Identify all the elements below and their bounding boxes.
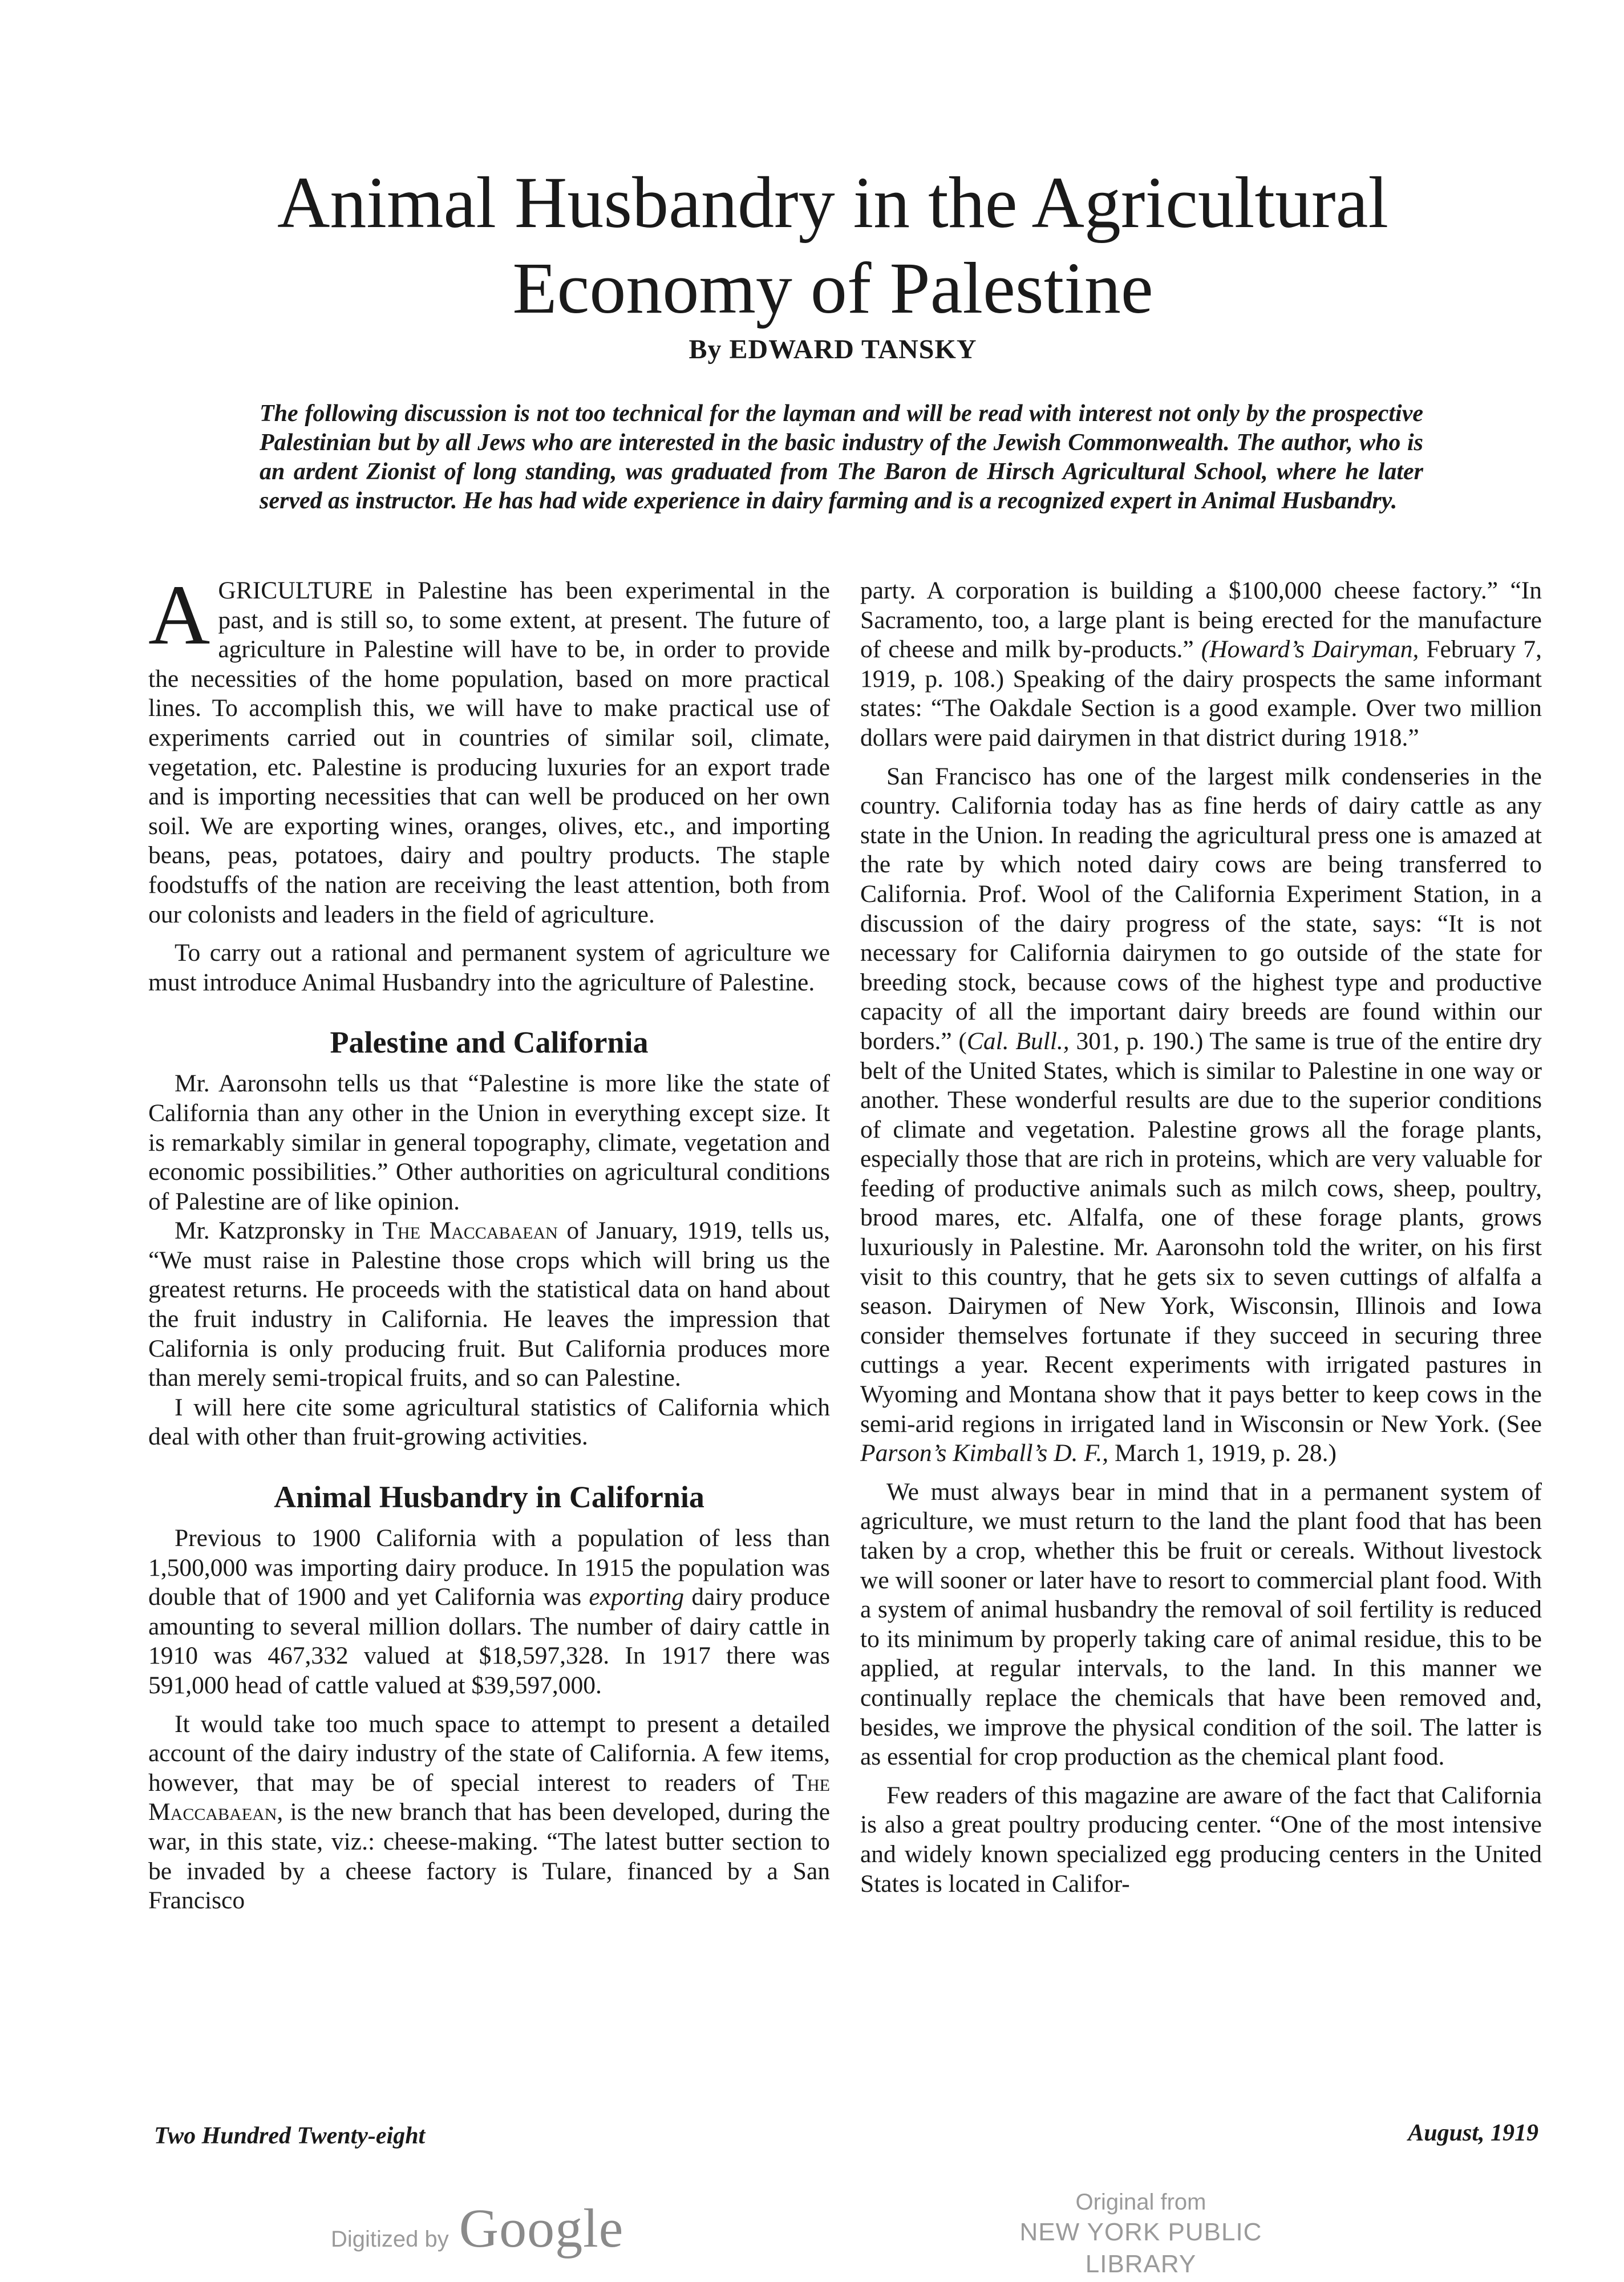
editorial-intro: The following discussion is not too technical for the layman and will be read with interest not only by the prospective Palestinian but by all Jews who are interested in the basic industry of the Jewish Commonwealth. The author, who is an ardent Zionist of long standing, was graduated from The Baron de Hirsch Agricultural School, where he later served as instructor. He has had wide experience in dairy farming and is a recognized expert in Animal Husbandry. — [260, 400, 1423, 514]
paragraph: Mr. Aaronsohn tells us that “Palestine is more like the state of California than any other in the Union in everything except size. It is remarkably similar in general topography, climate, vegetation and economic possibilities.” Other authorities on agricultural conditions of Palestine are of like opinion. — [148, 1070, 830, 1215]
paragraph-text: GRICULTURE in Palestine has been experimental in the past, and is still so, to some extent, at present. The future of agriculture in Palestine will have to be, in order to provide the necessities of the home population, based on more practical lines. To accomplish this, we will have to make practical use of experiments carried out in countries of similar soil, climate, vegetation, etc. Palestine is producing luxuries for an export trade and is importing necessities that can well be produced on her own soil. We are exporting wines, oranges, olives, etc., and importing beans, peas, potatoes, dairy and poultry products. The staple foodstuffs of the nation are receiving the least attention, both from our colonists and leaders in the field of agriculture. — [148, 577, 830, 928]
paragraph-text: Mr. Katzpronsky in — [175, 1217, 383, 1245]
drop-cap: A — [148, 576, 210, 662]
original-source-watermark — [964, 2188, 1318, 2280]
paragraph — [860, 576, 1542, 753]
paragraph-text: party. A corporation is building a $100,000 cheese factory.” “In Sacramento, too, a large plant is being erected for the manufacture of cheese and milk by-products.” — [860, 577, 1542, 663]
original-from-label: Original from — [1075, 2190, 1206, 2215]
byline-prefix: By — [689, 334, 722, 365]
paragraph-text: It would take too much space to attempt to present a detailed account of the dairy industry of the state of California. A few items, however, that may be of special interest to readers of — [148, 1710, 830, 1797]
library-name: NEW YORK PUBLIC LIBRARY — [1019, 2218, 1262, 2278]
paragraph-text: 301, p. 190.) The same is true of the entire dry belt of the United States, which is similar to Palestine in one way or another. These wonderful results are due to the superior conditions of climate and vegetation. Palestine grows all the forage plants, especially those that are rich in proteins, which are very valuable for feeding of productive animals such as milch cows, sheep, poultry, brood mares, etc. Alfalfa, one of these forage plants, grows luxuriously in Palestine. Mr. Aaronsohn told the writer, on his first visit to this country, that he gets six to seven cuttings of alfalfa a season. Dairymen of New York, Wisconsin, Illinois and Iowa consider themselves fortunate if they succeed in securing three cuttings a year. Recent experiments with irrigated pastures in Wyoming and Montana show that it pays better to keep cows in the semi-arid regions in irrigated land in Wisconsin or New York. (See — [860, 1027, 1542, 1438]
paragraph-text: San Francisco has one of the largest milk condenseries in the country. California today has as fine herds of dairy cattle as any state in the Union. In reading the agricultural press one is amazed at the rate by which noted dairy cows are being transferred to California. Prof. Wool of the California Experiment Station, in a discussion of the dairy progress of the state, says: “It is not necessary for California dairymen to go outside of the state for breeding stock, because cows of the highest type and productive capacity of all the important dairy breeds are found within our borders.” ( — [860, 762, 1542, 1055]
paragraph: Few readers of this magazine are aware of the fact that California is also a great poultry producing center. “One of the most intensive and widely known specialized egg producing centers in the United States is located in Califor- — [860, 1781, 1542, 1897]
paragraph: To carry out a rational and permanent system of agriculture we must introduce Animal Husbandry into the agriculture of Palestine. — [148, 939, 830, 996]
magazine-name: The Maccabaean — [148, 1769, 830, 1826]
paragraph: I will here cite some agricultural statistics of California which deal with other than fruit-growing activities. — [148, 1393, 830, 1451]
paragraph — [148, 576, 830, 929]
section-heading: Animal Husbandry in California — [274, 1480, 704, 1515]
paragraph-text: Previous to 1900 California with a population of less than 1,500,000 was importing dairy produce. In 1915 the population was double that of 1900 and yet California was — [148, 1524, 830, 1611]
magazine-name: The Maccabaean — [382, 1217, 558, 1245]
paragraph — [860, 762, 1542, 1468]
citation: (Howard’s Dairyman, — [1201, 636, 1419, 663]
issue-date: August, 1919 — [1408, 2120, 1538, 2146]
paragraph-text: of January, 1919, tells us, “We must raise in Palestine those crops which will bring us the greatest returns. He proceeds with the statistical data on hand about the fruit industry in California. He leaves the impression that California is only producing fruit. But California produces more than merely semi-tropical fruits, and so can Palestine. — [148, 1217, 830, 1392]
paragraph — [148, 1710, 830, 1916]
section-heading: Palestine and California — [330, 1025, 649, 1060]
paragraph — [148, 1216, 830, 1393]
right-column — [860, 576, 1542, 2082]
article-title: Animal Husbandry in the Agricultural Economy of Palestine — [277, 162, 1389, 329]
digitized-by-label: Digitized by — [331, 2227, 449, 2252]
paragraph-text: March 1, 1919, p. 28.) — [1108, 1439, 1337, 1467]
citation: Cal. Bull., — [966, 1027, 1070, 1055]
digitized-by-watermark — [331, 2196, 623, 2260]
paragraph: We must always bear in mind that in a permanent system of agriculture, we must return to the land the plant food that has been taken by a crop, whether this be fruit or cereals. Without livestock we will sooner or later have to resort to commercial plant food. With a system of animal husbandry the removal of soil fertility is reduced to its minimum by properly taking care of animal residue, this to be applied, at regular intervals, to the land. In this manner we continually replace the chemicals that have been removed and, besides, we improve the physical condition of the soil. The latter is as essential for crop production as the chemical plant food. — [860, 1478, 1542, 1771]
emphasis: exporting — [589, 1583, 685, 1611]
paragraph — [148, 1524, 830, 1701]
paragraph-text: , is the new branch that has been developed, during the war, in this state, viz.: cheese-making. “The latest butter section to be invaded by a cheese factory is Tulare, financed by a San Francisco — [148, 1798, 830, 1915]
citation: Parson’s Kimball’s D. F., — [860, 1439, 1109, 1467]
page-number-label: Two Hundred Twenty-eight — [154, 2123, 426, 2149]
paragraph-text: February 7, 1919, p. 108.) Speaking of the dairy prospects the same informant states: “The Oakdale Section is a good example. Over two million dollars were paid dairymen in that district during 1918.” — [860, 636, 1542, 751]
author-name: EDWARD TANSKY — [729, 334, 977, 365]
google-logo: Google — [459, 2198, 624, 2259]
byline — [143, 334, 1523, 365]
paragraph-text: dairy produce amounting to several million dollars. The number of dairy cattle in 1910 was 467,332 valued at $18,597,328. In 1917 there was 591,000 head of cattle valued at $39,597,000. — [148, 1583, 830, 1699]
left-column — [148, 576, 830, 2082]
